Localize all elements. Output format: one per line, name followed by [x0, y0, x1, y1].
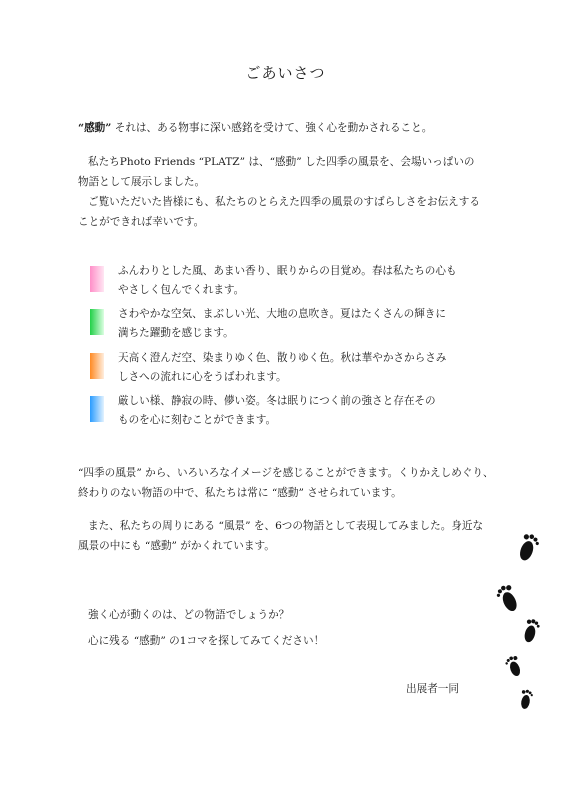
- autumn-color-swatch: [90, 353, 104, 379]
- signature: 出展者一同: [406, 683, 459, 695]
- footprint-icon: [503, 652, 525, 680]
- season-spring: [90, 262, 490, 298]
- paragraph-line: ご覧いただいた皆様にも、私たちのとらえた四季の風景のすばらしさをお伝えする: [88, 196, 480, 208]
- paragraph-line: また、私たちの周りにある “風景” を、6つの物語として表現してみました。身近な: [88, 520, 484, 532]
- season-text: [118, 305, 478, 343]
- paragraph-line: 終わりのない物語の中で、私たちは常に “感動” させられています。: [78, 487, 402, 499]
- season-line: しさへの流れに心をうばわれます。: [118, 371, 287, 383]
- closing-line: 強く心が動くのは、どの物語でしょうか？: [88, 609, 290, 621]
- footprint-icon: [494, 580, 522, 616]
- intro-keyword: “感動”: [78, 122, 112, 134]
- footprint-icon: [514, 528, 542, 566]
- footprint-icon: [519, 614, 543, 646]
- page-title: ごあいさつ: [245, 64, 326, 82]
- paragraph-impressions: [78, 463, 498, 503]
- intro-paragraph: [78, 118, 498, 138]
- season-line: ふんわりとした風、あまい香り、眠りからの目覚め。春は私たちの心も: [118, 265, 457, 277]
- season-line: 天高く澄んだ空、染まりゆく色、散りゆく色。秋は華やかさからさみ: [118, 352, 447, 364]
- season-autumn: [90, 349, 490, 385]
- season-line: 満ちた躍動を感じます。: [118, 327, 234, 339]
- season-line: 厳しい様、静寂の時、儚い姿。冬は眠りにつく前の強さと存在その: [118, 395, 436, 407]
- season-summer: [90, 305, 490, 341]
- winter-color-swatch: [90, 396, 104, 422]
- season-text: [118, 392, 478, 430]
- spring-color-swatch: [90, 266, 104, 292]
- season-winter: [90, 392, 490, 428]
- paragraph-line: “四季の風景” から、いろいろなイメージを感じることができます。くりかえしめぐり、: [78, 467, 494, 479]
- closing-line: 心に残る “感動” の1コマを探してみてください！: [88, 635, 325, 647]
- closing-paragraph: [88, 602, 508, 654]
- intro-text: それは、ある物事に深い感銘を受けて、強く心を動かされること。: [111, 122, 433, 134]
- paragraph-line: 物語として展示しました。: [78, 176, 206, 188]
- paragraph-line: ことができれば幸いです。: [78, 216, 205, 228]
- paragraph-line: 私たちPhoto Friends “PLATZ” は、“感動” した四季の風景を、会場いっぱいの: [88, 156, 475, 168]
- paragraph-exhibit: [78, 152, 498, 232]
- season-text: [118, 349, 478, 387]
- summer-color-swatch: [90, 309, 104, 335]
- season-text: [118, 262, 478, 300]
- season-line: やさしく包んでくれます。: [118, 284, 245, 296]
- season-line: ものを心に刻むことができます。: [118, 414, 277, 426]
- paragraph-stories: [78, 516, 498, 556]
- season-line: さわやかな空気、まぶしい光、大地の息吹き。夏はたくさんの輝きに: [118, 308, 446, 320]
- footprint-icon: [516, 686, 536, 712]
- paragraph-line: 風景の中にも “感動” がかくれています。: [78, 540, 275, 552]
